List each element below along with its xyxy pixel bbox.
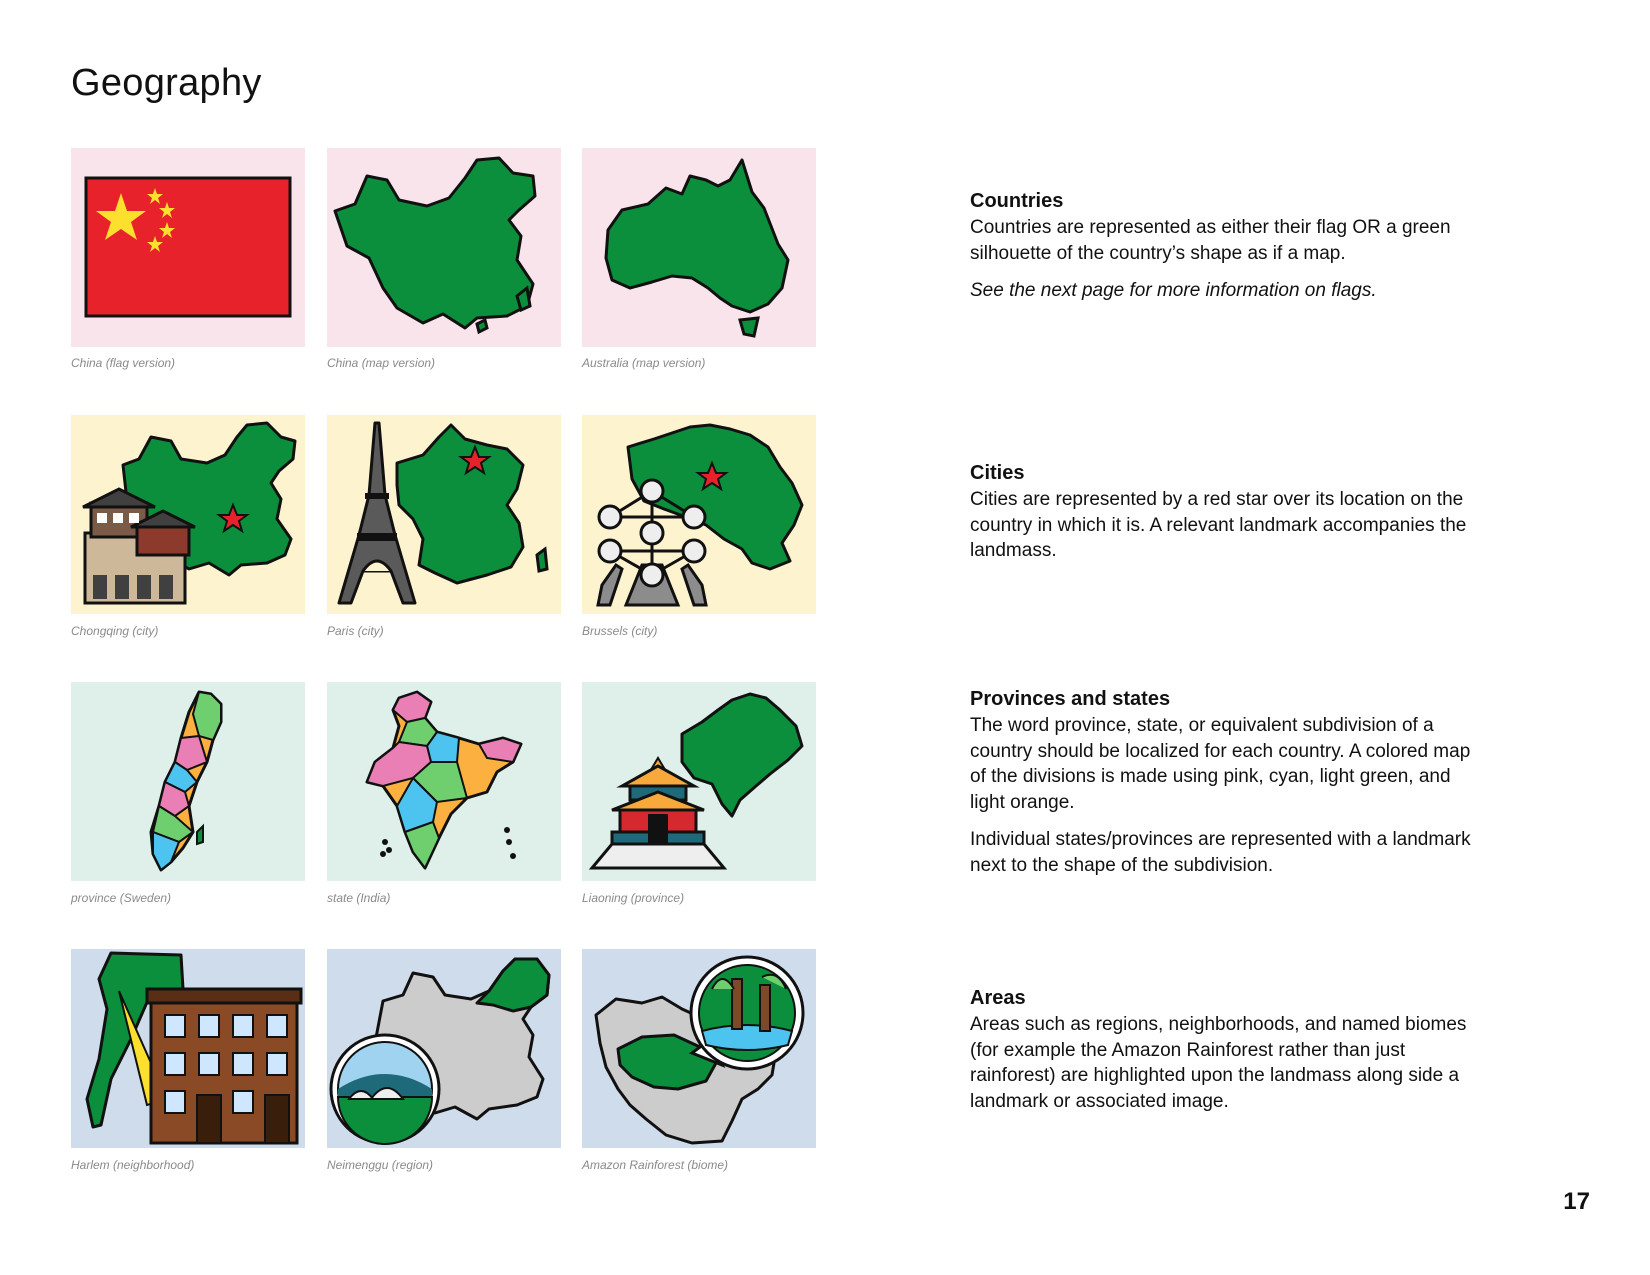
india-state-map-icon: [327, 682, 561, 881]
caption-amazon: Amazon Rainforest (biome): [582, 1158, 729, 1172]
caption-australia-map: Australia (map version): [582, 356, 706, 370]
tile-chongqing: [71, 415, 305, 614]
neimenggu-region-icon: [327, 949, 561, 1148]
section-countries: [970, 190, 1490, 304]
tile-china-map: [327, 148, 561, 347]
china-flag-icon: [71, 148, 305, 347]
tile-china-flag: [71, 148, 305, 347]
section-paragraph: Individual states/provinces are represented with a landmark next to the shape of the subdivision.: [970, 829, 1471, 876]
section-areas: [970, 987, 1490, 1126]
section-heading: Provinces and states: [970, 688, 1171, 710]
caption-harlem: Harlem (neighborhood): [71, 1158, 195, 1172]
paris-city-icon: [327, 415, 561, 614]
section-provinces-states: [970, 688, 1490, 890]
sweden-province-map-icon: [71, 682, 305, 881]
amazon-rainforest-icon: [582, 949, 816, 1148]
caption-neimenggu: Neimenggu (region): [327, 1158, 434, 1172]
tile-harlem: [71, 949, 305, 1148]
section-cities: [970, 462, 1490, 576]
brussels-city-icon: [582, 415, 816, 614]
section-paragraph: Countries are represented as either their flag OR a green silhouette of the country’s shape as if a map.: [970, 217, 1451, 264]
page-number: 17: [1563, 1188, 1590, 1215]
section-heading: Countries: [970, 190, 1064, 212]
caption-chongqing: Chongqing (city): [71, 624, 159, 638]
tile-liaoning: [582, 682, 816, 881]
caption-india: state (India): [327, 891, 391, 905]
page-title: Geography: [71, 62, 262, 104]
liaoning-province-icon: [582, 682, 816, 881]
section-note: See the next page for more information on flags.: [970, 280, 1377, 301]
caption-brussels: Brussels (city): [582, 624, 658, 638]
tile-paris: [327, 415, 561, 614]
section-heading: Areas: [970, 987, 1026, 1009]
section-paragraph: Cities are represented by a red star over its location on the country in which it is. A relevant landmark accompanies the landmass.: [970, 489, 1467, 561]
section-paragraph: Areas such as regions, neighborhoods, and named biomes (for example the Amazon Rainforest rather than just rainforest) are highlighted upon the landmass along side a landmark or associated image.: [970, 1014, 1467, 1112]
china-map-icon: [327, 148, 561, 347]
tile-amazon: [582, 949, 816, 1148]
caption-china-flag: China (flag version): [71, 356, 176, 370]
harlem-neighborhood-icon: [71, 949, 305, 1148]
section-heading: Cities: [970, 462, 1025, 484]
caption-paris: Paris (city): [327, 624, 384, 638]
tile-brussels: [582, 415, 816, 614]
tile-neimenggu: [327, 949, 561, 1148]
tile-australia-map: [582, 148, 816, 347]
caption-liaoning: Liaoning (province): [582, 891, 685, 905]
australia-map-icon: [582, 148, 816, 347]
caption-sweden: province (Sweden): [71, 891, 172, 905]
tile-sweden: [71, 682, 305, 881]
caption-china-map: China (map version): [327, 356, 436, 370]
section-paragraph: The word province, state, or equivalent subdivision of a country should be localized for each country. A colored map of the divisions is made using pink, cyan, light green, and light orange.: [970, 715, 1471, 813]
tile-india: [327, 682, 561, 881]
chongqing-city-icon: [71, 415, 305, 614]
